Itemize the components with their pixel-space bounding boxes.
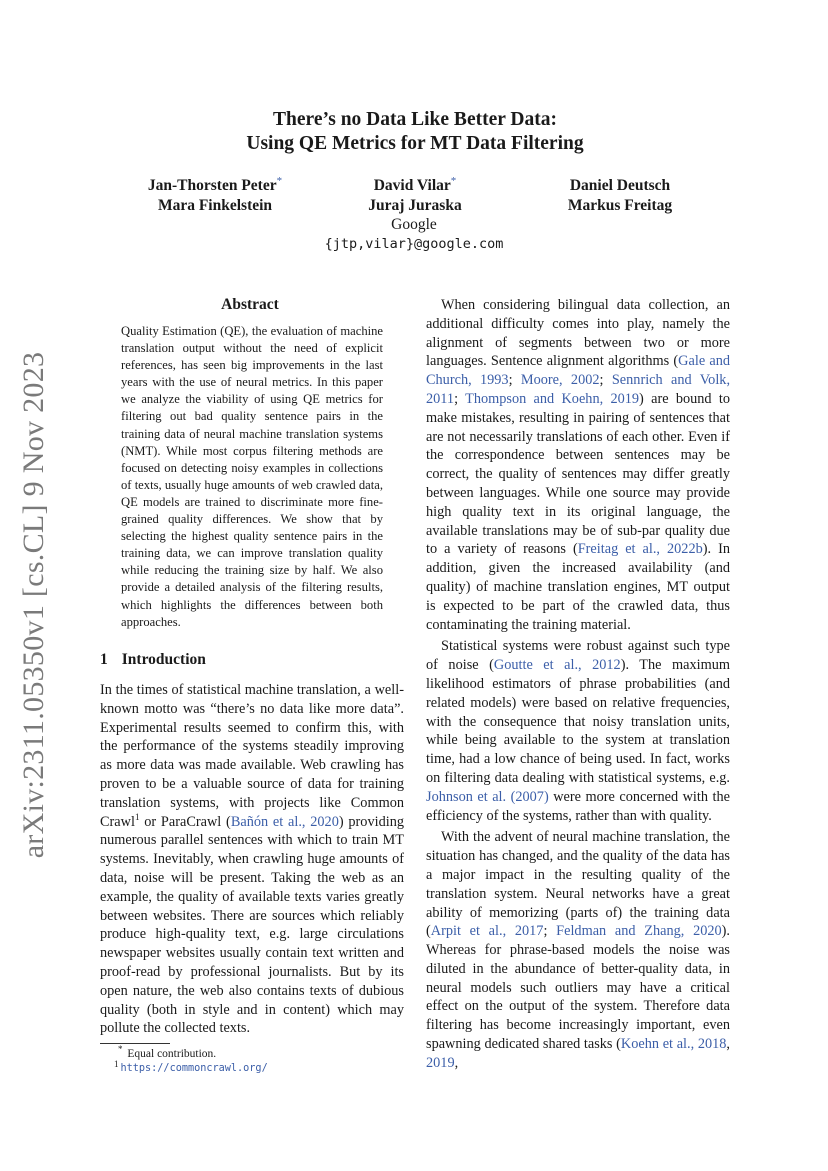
citation-link[interactable]: 2019 — [426, 1054, 455, 1071]
title-line-1: There’s no Data Like Better Data: — [273, 109, 557, 130]
footnote-rule — [100, 1043, 170, 1044]
section-number: 1 — [100, 651, 108, 668]
url-link[interactable]: https://commoncrawl.org/ — [120, 1063, 268, 1074]
section-heading-introduction — [100, 651, 206, 669]
author-name: Jan-Thorsten Peter* — [147, 174, 283, 194]
footnote-equal-contribution: * Equal contribution. — [118, 1044, 217, 1060]
affiliation-name: Google — [391, 216, 437, 233]
citation-link[interactable]: Freitag et al., 2022b — [577, 541, 703, 558]
arxiv-identifier: arXiv:2311.05350v1 [cs.CL] 9 Nov 2023 — [17, 351, 50, 859]
author-column-1 — [130, 176, 300, 215]
author-name: Mara Finkelstein — [157, 196, 273, 214]
author-column-3 — [545, 176, 695, 215]
paragraph-alignment: When considering bilingual data collection, an additional difficulty comes into play, namely the alignment of segments between two or more languages. Sentence alignment algorithms (Gale and Church, 1993; Moore, 2002; Sennrich and Volk, 2011; Thompson and Koehn, 2019) are bound to make mistakes, resulting in pairing of sentences that are not necessarily translations of each other. Even if the correspondence between sentences may be correct, the quality of sentences may differ greatly between languages. While one source may provide high quality text in its original language, the available translations may be of sub-par quality due to a variety of reasons (Freitag et al., 2022b). In addition, given the increased availability (and quality) of machine translation engines, MT output is expected to be part of the crawled data, thus contaminating the training material. — [426, 297, 731, 633]
title-line-2: Using QE Metrics for MT Data Filtering — [246, 133, 584, 154]
author-name: Juraj Juraska — [368, 196, 462, 214]
citation-link[interactable]: Arpit et al., 2017 — [430, 923, 544, 940]
paper-title — [100, 108, 730, 156]
author-column-2 — [335, 176, 495, 215]
author-name: David Vilar* — [373, 174, 457, 194]
author-emails: {jtp,vilar}@google.com — [324, 235, 504, 252]
citation-link[interactable]: Goutte et al., 2012 — [493, 657, 621, 674]
citation-link[interactable]: Sennrich and Volk, 2011 — [426, 372, 731, 407]
citation-link[interactable]: Feldman and Zhang, 2020 — [556, 923, 722, 940]
paragraph-neural: With the advent of neural machine translation, the situation has changed, and the quality of the data has a major impact in the resulting quality of the translation system. Neural networks have a great ability of memorizing (parts of) the training data (Arpit et al., 2017; Feldman and Zhang, 2020). Whereas for phrase-based models the noise was diluted in the abundance of better-quality data, in neural models such outliers may have a critical effect on the output of the system. Therefore data filtering has become increasingly important, even spawning dedicated shared tasks (Koehn et al., 2018, 2019, — [426, 829, 731, 1071]
arxiv-sidebar — [14, 351, 54, 859]
paragraph-statistical: Statistical systems were robust against such type of noise (Goutte et al., 2012). The maximum likelihood estimators of phrase probabilities (and related models) were based on relative frequencies, with the consequence that noisy translation units, while being available to the system at translation time, had a low chance of being used. In fact, works on filtering data dealing with statistical systems, e.g. Johnson et al. (2007) were more concerned with the efficiency of the systems, rather than with quality. — [426, 638, 731, 824]
citation-link[interactable]: Thompson and Koehn, 2019 — [465, 390, 640, 407]
author-name: Markus Freitag — [567, 196, 673, 214]
citation-link[interactable]: Koehn et al., 2018 — [620, 1036, 727, 1053]
citation-link[interactable]: Bañón et al., 2020 — [230, 813, 339, 830]
abstract-heading: Abstract — [221, 296, 279, 313]
citation-link[interactable]: Moore, 2002 — [520, 372, 600, 389]
affiliation — [0, 215, 828, 254]
abstract-text: Quality Estimation (QE), the evaluation of machine translation output without the need of explicit references, has seen big improvements in the last years with the use of neural metrics. In this paper we analyze the viability of using QE metrics for filtering out bad quality sentence pairs in the training data of neural machine translation systems (NMT). While most corpus filtering methods are focused on detecting noisy examples in collections of texts, usually huge amounts of web crawled data, QE models are trained to discriminate more fine-grained quality differences. We show that by selecting the highest quality sentence pairs in the training data, we can improve translation quality while reducing the training size by half. We also provide a detailed analysis of the filtering results, which highlights the differences between both approaches. — [121, 324, 383, 629]
citation-link[interactable]: Johnson et al. — [426, 788, 507, 805]
footnote-ref[interactable]: 1 — [134, 811, 140, 822]
right-column — [426, 296, 730, 1073]
intro-paragraph: In the times of statistical machine translation, a well-known motto was “there’s no data like more data”. Experimental results seemed to confirm this, with the performance of the systems steadily improving as more data was made available. Web crawling has proven to be a valuable source of data for training translation systems, with projects like Common Crawl$^1$ or ParaCrawl (Bañón et al., 2020) providing numerous parallel sentences with which to train MT systems. Inevitably, when crawling huge amounts of data, noise will be present. Taking the web as an example, the quality of available texts varies greatly between websites. There are sources which reliably produce high-quality text, e.g. large circulations newspaper websites usually contain text written and proof-read by professional journalists. But by its open nature, the web also contains texts of dubious quality (both in style and in content) which may pollute the collected texts. — [100, 682, 404, 1037]
section-title: Introduction — [121, 651, 206, 668]
footnote-url: 1 https://commoncrawl.org/ — [114, 1058, 268, 1074]
citation-year-link[interactable]: (2007) — [506, 788, 549, 805]
citation-link[interactable]: Gale and Church, 1993 — [426, 353, 730, 389]
author-name: Daniel Deutsch — [569, 177, 671, 194]
